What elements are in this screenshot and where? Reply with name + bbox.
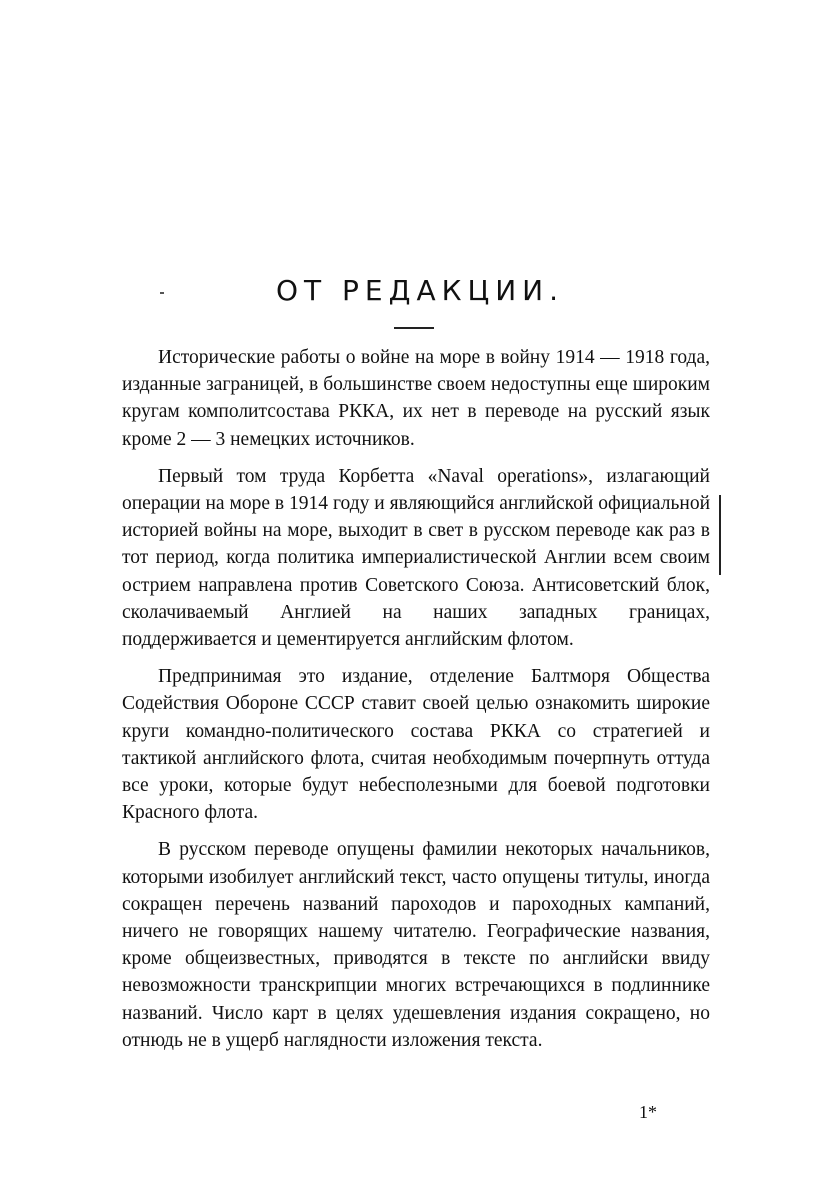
signature-mark: 1* <box>639 1102 657 1122</box>
title-rule <box>394 327 434 329</box>
paragraph-3: Предпринимая это издание, отделение Балтморя Общества Содействия Обороне СССР ставит своей целью ознакомить широкие круги командно-политического состава РККА со стратегией и тактикой английского флота, считая необходимым почерпнуть оттуда все уроки, которые будут небесполезными для боевой подготовки Красного флота. <box>122 666 710 824</box>
margin-mark <box>719 495 721 575</box>
paragraph-1: Исторические работы о войне на море в войну 1914 — 1918 года, изданные заграницей, в большинстве своем недоступны еще широким кругам комполитсостава РККА, их нет в переводе на русский язык кроме 2 — 3 немецких источников. <box>122 347 710 450</box>
page-title: ОТ РЕДАКЦИИ. <box>275 274 565 307</box>
body-text <box>122 344 710 1064</box>
paragraph-2: Первый том труда Корбетта «Naval operations», излагающий операции на море в 1914 году и являющийся английской официальной историей войны на море, выходит в свет в русском переводе как раз в тот период, когда политика империалистической Англии всем своим острием направлена против Советского Союза. Антисоветский блок, сколачиваемый Англией на наших западных границах, поддерживается и цементируется английским флотом. <box>122 465 710 651</box>
paragraph-4: В русском переводе опущены фамилии некоторых начальников, которыми изобилует английский текст, часто опущены титулы, иногда сокращен перечень названий пароходов и пароходных кампаний, ничего не говорящих нашему читателю. Географические названия, кроме общеизвестных, приводятся в тексте по английски ввиду невозможности транскрипции многих встречающихся в подлиннике названий. Число карт в целях удешевления издания сокращено, но отнюдь не в ущерб наглядности изложения текста. <box>122 839 710 1051</box>
